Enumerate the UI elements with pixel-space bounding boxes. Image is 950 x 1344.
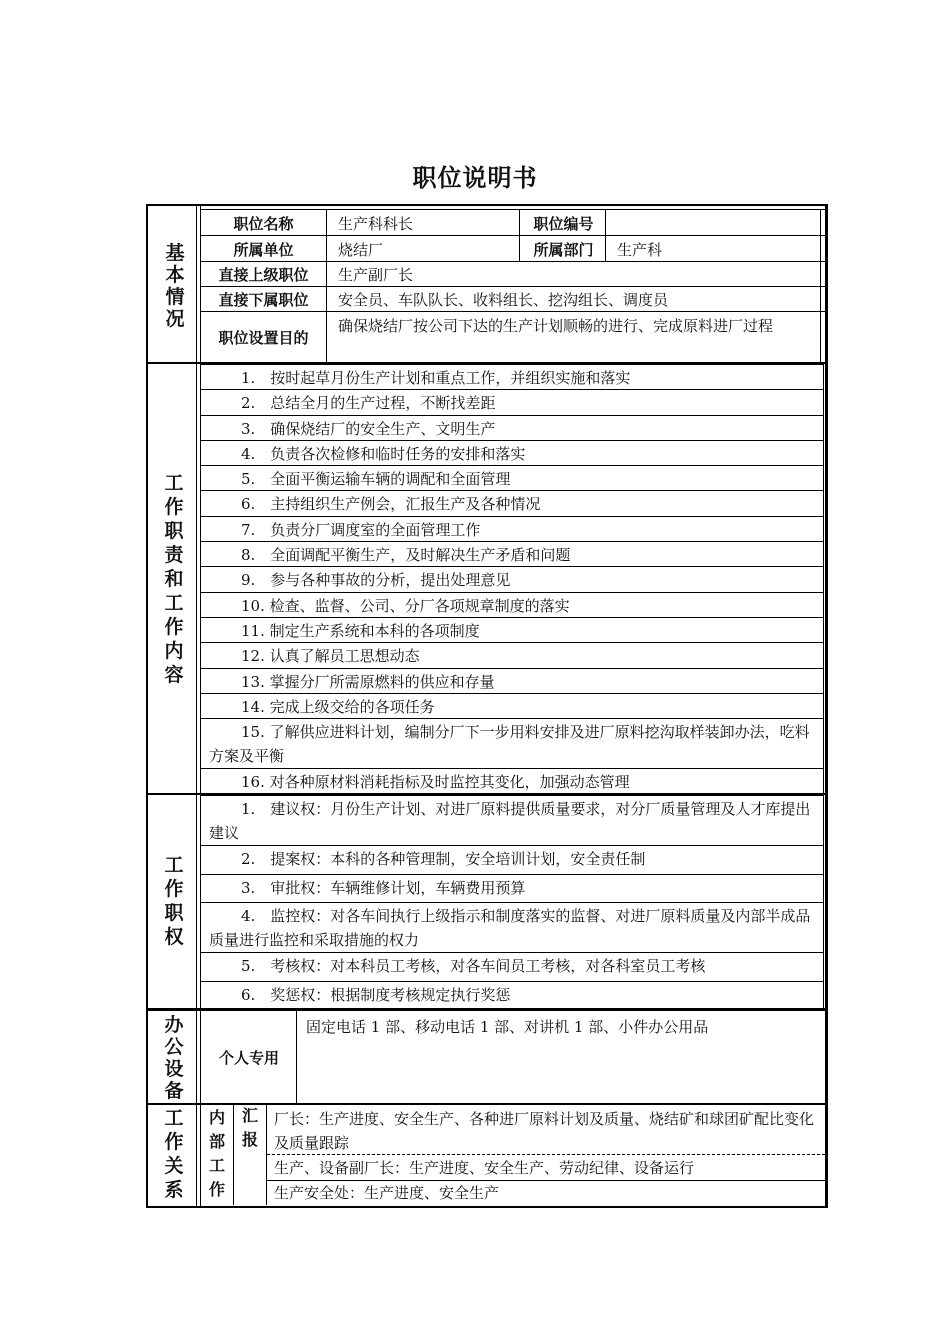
page-title: 职位说明书	[412, 164, 538, 192]
duty-item-2: 2. 总结全月的生产过程，不断找差距	[201, 389, 824, 414]
subordinate-value: 安全员、车队队长、收料组长、挖沟组长、调度员	[338, 291, 669, 309]
section-relations-text: 工 作 关 系	[164, 1107, 184, 1201]
section-basic-text: 基 本 情 况	[165, 241, 185, 330]
equipment-value: 固定电话 1 部、移动电话 1 部、对讲机 1 部、小件办公用品	[306, 1018, 709, 1036]
equipment-personal-label: 个人专用	[218, 1048, 279, 1067]
authority-item-1: 1. 建议权：月份生产计划、对进厂原料提供质量要求，对分厂质量管理及人才库提出建议	[201, 795, 824, 845]
section-duties-label	[150, 364, 198, 794]
position-no-value	[607, 210, 817, 236]
duty-item-13: 13. 掌握分厂所需原燃料的供应和存量	[201, 668, 824, 693]
duty-item-7: 7. 负责分厂调度室的全面管理工作	[201, 516, 824, 541]
duty-item-1: 1. 按时起草月份生产计划和重点工作，并组织实施和落实	[201, 364, 824, 389]
report-label	[234, 1106, 266, 1150]
authority-item-4: 4. 监控权：对各车间执行上级指示和制度落实的监督、对进厂原料质量及内部半成品质量进行监控和采取措施的权力	[201, 902, 824, 952]
duty-item-4: 4. 负责各次检修和临时任务的安排和落实	[201, 440, 824, 465]
subordinate-label: 直接下属职位	[218, 291, 309, 309]
duty-item-12: 12. 认真了解员工思想动态	[201, 642, 824, 667]
purpose-value: 确保烧结厂按公司下达的生产计划顺畅的进行、完成原料进厂过程	[338, 317, 774, 335]
section-equipment-text: 办 公 设 备	[164, 1014, 184, 1102]
relation-item-3: 生产安全处：生产进度、安全生产	[274, 1184, 500, 1202]
superior-label: 直接上级职位	[218, 266, 309, 284]
authority-item-3: 3. 审批权：车辆维修计划，车辆费用预算	[201, 874, 824, 903]
internal-work-label	[201, 1106, 233, 1202]
unit-value: 烧结厂	[338, 240, 384, 259]
purpose-label: 职位设置目的	[218, 328, 309, 347]
duties-list	[201, 364, 824, 793]
job-description-table	[146, 204, 828, 1208]
relation-item-1: 厂长：生产进度、安全生产、各种进厂原料计划及质量、烧结矿和球团矿配比变化及质量跟踪	[274, 1110, 815, 1152]
dept-value: 生产科	[617, 240, 663, 259]
authority-item-6: 6. 奖惩权：根据制度考核规定执行奖惩	[201, 981, 824, 1010]
relation-item-2: 生产、设备副厂长：生产进度、安全生产、劳动纪律、设备运行	[274, 1159, 695, 1177]
duty-item-9: 9. 参与各种事故的分析，提出处理意见	[201, 566, 824, 591]
section-basic-label	[150, 208, 200, 363]
section-equipment-label	[150, 1012, 198, 1104]
unit-label: 所属单位	[233, 240, 294, 259]
authority-item-5: 5. 考核权：对本科员工考核，对各车间员工考核，对各科室员工考核	[201, 952, 824, 981]
authority-list	[201, 795, 824, 1009]
section-duties-text: 工 作 职 责 和 工 作 内 容	[164, 472, 184, 686]
duty-item-5: 5. 全面平衡运输车辆的调配和全面管理	[201, 465, 824, 490]
duty-item-14: 14. 完成上级交给的各项任务	[201, 693, 824, 718]
dept-label: 所属部门	[533, 240, 594, 259]
duty-item-8: 8. 全面调配平衡生产，及时解决生产矛盾和问题	[201, 541, 824, 566]
internal-work-text: 内 部 工 作	[208, 1108, 225, 1199]
duty-item-15: 15. 了解供应进料计划，编制分厂下一步用料安排及进厂原料挖沟取样装卸办法，吃料方案及平衡	[201, 718, 824, 768]
duty-item-10: 10. 检查、监督、公司、分厂各项规章制度的落实	[201, 592, 824, 617]
superior-value: 生产副厂长	[338, 266, 414, 284]
section-authority-text: 工 作 职 权	[164, 854, 184, 948]
authority-item-2: 2. 提案权：本科的各种管理制，安全培训计划，安全责任制	[201, 845, 824, 874]
duty-item-3: 3. 确保烧结厂的安全生产、文明生产	[201, 415, 824, 440]
position-name-label: 职位名称	[233, 214, 294, 233]
section-authority-label	[150, 796, 198, 1006]
duty-item-6: 6. 主持组织生产例会，汇报生产及各种情况	[201, 490, 824, 515]
section-relations-label	[150, 1106, 198, 1202]
duty-item-16: 16. 对各种原材料消耗指标及时监控其变化，加强动态管理	[201, 768, 824, 793]
report-text: 汇 报	[241, 1106, 258, 1149]
position-no-label: 职位编号	[533, 214, 594, 233]
position-name-value: 生产科科长	[338, 214, 414, 233]
duty-item-11: 11. 制定生产系统和本科的各项制度	[201, 617, 824, 642]
